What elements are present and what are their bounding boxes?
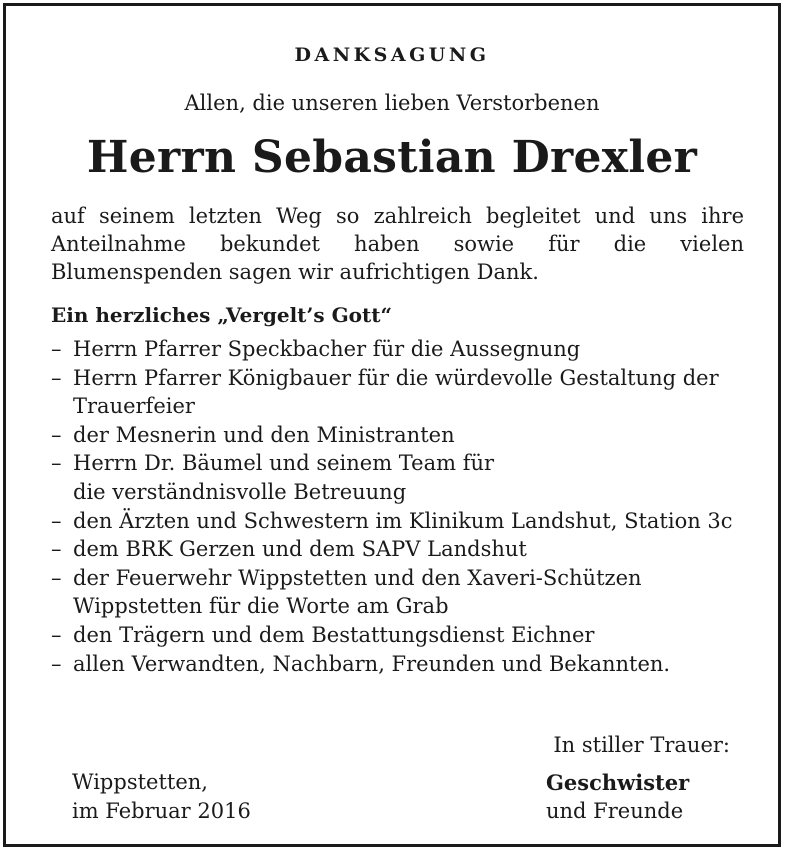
obituary-notice	[3, 3, 781, 847]
thanks-item	[51, 335, 744, 364]
dash-marker: –	[51, 508, 62, 533]
dash-marker: –	[51, 337, 62, 361]
thanks-item	[51, 421, 744, 450]
signoff-label: In stiller Trauer:	[553, 733, 730, 757]
dash-marker: –	[51, 565, 62, 590]
thanks-item-text: Herrn Dr. Bäumel und seinem Team für die verständnisvolle Betreuung	[73, 451, 495, 504]
notice-subtitle: Allen, die unseren lieben Verstorbenen	[184, 91, 600, 115]
thanks-item-text: Herrn Pfarrer Speckbacher für die Aussegnung	[73, 337, 581, 361]
thanks-item-text: der Feuerwehr Wippstetten und den Xaveri-Schützen Wippstetten für die Worte am Grab	[73, 565, 642, 619]
signers	[546, 768, 689, 826]
notice-heading: DANKSAGUNG	[294, 44, 490, 66]
deceased-name: Herrn Sebastian Drexler	[86, 132, 698, 183]
dash-marker: –	[51, 422, 62, 447]
thanks-item-text: den Trägern und dem Bestattungsdienst Eichner	[73, 622, 595, 647]
date: im Februar 2016	[72, 799, 251, 823]
place-date	[72, 768, 251, 826]
thanks-list	[51, 335, 744, 678]
signer-secondary: und Freunde	[546, 799, 684, 823]
thanks-item	[51, 650, 744, 679]
thanks-item-text: allen Verwandten, Nachbarn, Freunden und Bekannten.	[73, 651, 671, 676]
thanks-item	[51, 364, 744, 421]
thanks-item-text: der Mesnerin und den Ministranten	[73, 422, 455, 447]
place: Wippstetten,	[72, 770, 208, 794]
thanks-item	[51, 564, 744, 621]
dash-marker: –	[51, 451, 62, 476]
dash-marker: –	[51, 651, 62, 676]
signer-primary: Geschwister	[546, 770, 690, 795]
dash-marker: –	[51, 537, 62, 562]
thanks-item-text: dem BRK Gerzen und dem SAPV Landshut	[73, 537, 527, 562]
thanks-item	[51, 621, 744, 650]
dash-marker: –	[51, 365, 62, 390]
thanks-item-text: Herrn Pfarrer Königbauer für die würdevolle Gestaltung der Trauerfeier	[73, 365, 719, 419]
dash-marker: –	[51, 622, 62, 647]
thanks-item-text: den Ärzten und Schwestern im Klinikum Landshut, Station 3c	[73, 508, 733, 533]
thanks-heading: Ein herzliches „Vergelt’s Gott“	[51, 303, 393, 327]
thanks-item	[51, 535, 744, 564]
thanks-item	[51, 449, 744, 506]
thanks-item	[51, 507, 744, 536]
intro-paragraph: auf seinem letzten Weg so zahlreich begleitet und uns ihre Anteilnahme bekundet haben sowie für die vielen Blumenspenden sagen wir aufrichtigen Dank.	[51, 204, 744, 284]
